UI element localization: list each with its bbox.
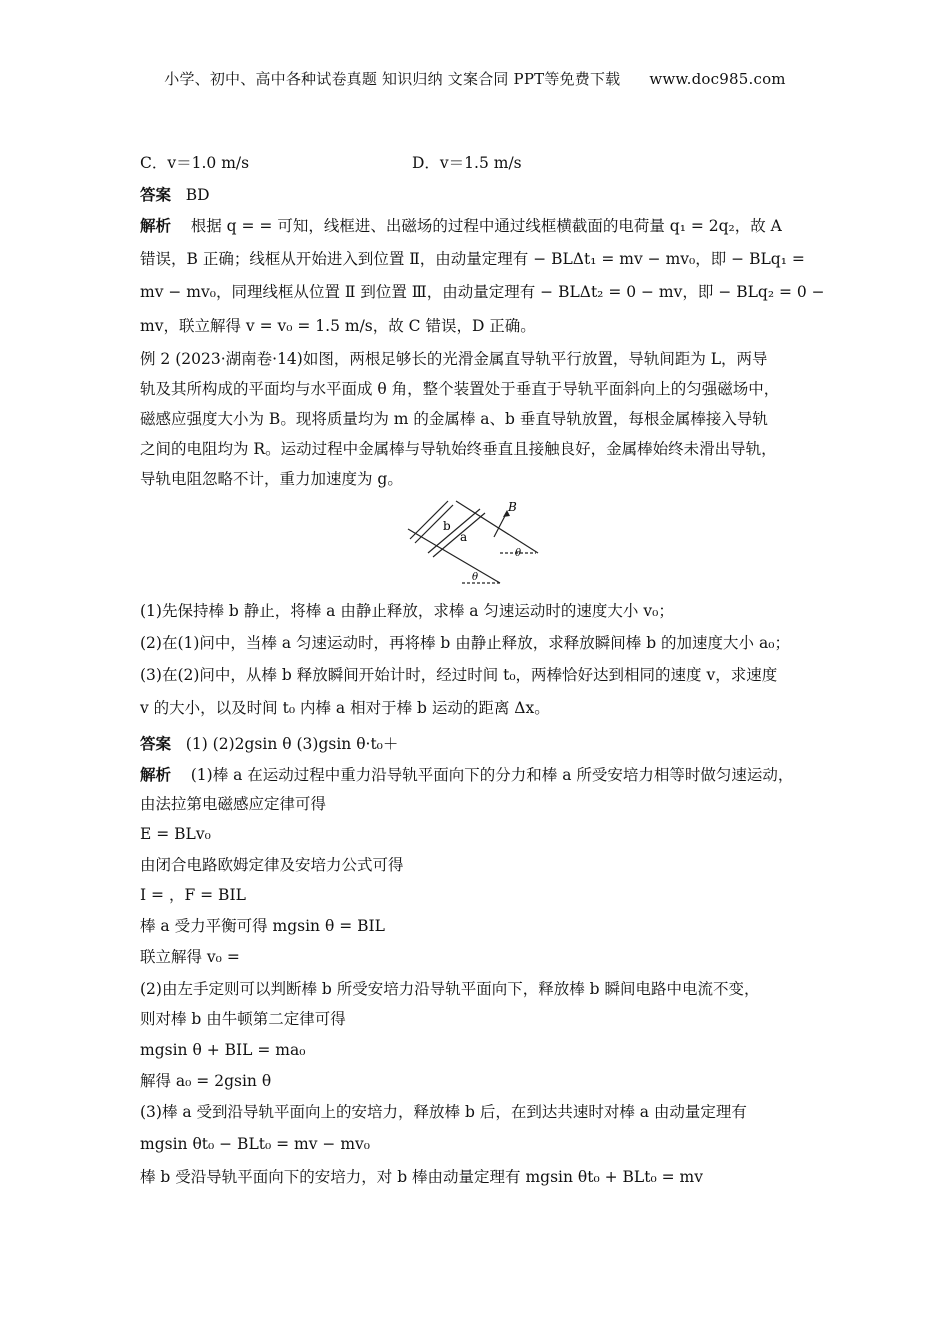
example-2-line-2: 磁感应强度大小为 B。现将质量均为 m 的金属棒 a、b 垂直导轨放置，每根金属棒接入导轨 xyxy=(140,410,768,428)
analysis-2-line-9: mgsin θ + BIL = ma₀ xyxy=(140,1041,306,1059)
option-c: C．v＝1.0 m/s xyxy=(140,154,250,172)
rail-lower xyxy=(408,529,500,583)
analysis-2-line-6: 联立解得 v₀ = xyxy=(140,948,240,966)
analysis-2-line-1: 由法拉第电磁感应定律可得 xyxy=(140,795,327,813)
analysis-1-line-3: mv，联立解得 v = v₀ = 1.5 m/s，故 C 错误，D 正确。 xyxy=(140,317,536,335)
analysis-label: 解析 xyxy=(140,765,172,784)
analysis-2-line-0: 解析 (1)棒 a 在运动过程中重力沿导轨平面向下的分力和棒 a 所受安培力相等时做匀速运动， xyxy=(140,765,794,784)
label-theta-2: θ xyxy=(472,572,479,583)
analysis-2-line-11: (3)棒 a 受到沿导轨平面向上的安培力，释放棒 b 后，在到达共速时对棒 a 由动量定理有 xyxy=(140,1103,747,1121)
example-2-line-4: 导轨电阻忽略不计，重力加速度为 g。 xyxy=(140,470,403,488)
example-2-line-3: 之间的电阻均为 R。运动过程中金属棒与导轨始终垂直且接触良好，金属棒始终未滑出导轨， xyxy=(140,440,777,458)
question-1: (1)先保持棒 b 静止，将棒 a 由静止释放，求棒 a 匀速运动时的速度大小 v₀； xyxy=(140,602,674,620)
label-rod-a: a xyxy=(460,530,468,544)
header-text: 小学、初中、高中各种试卷真题 知识归纳 文案合同 PPT等免费下载 xyxy=(164,70,621,88)
analysis-2-line-2: E = BLv₀ xyxy=(140,825,211,843)
answer-label: 答案 xyxy=(140,734,172,753)
analysis-2-line-7: (2)由左手定则可以判断棒 b 所受安培力沿导轨平面向下，释放棒 b 瞬间电路中电流不变， xyxy=(140,980,760,998)
question-2: (2)在(1)问中，当棒 a 匀速运动时，再将棒 b 由静止释放，求释放瞬间棒 b 的加速度大小 a₀； xyxy=(140,634,790,652)
analysis-label: 解析 xyxy=(140,216,172,235)
question-3: (3)在(2)问中，从棒 b 释放瞬间开始计时，经过时间 t₀，两棒恰好达到相同的速度 v，求速度 xyxy=(140,666,778,684)
rails-figure xyxy=(406,495,546,587)
analysis-2-line-3: 由闭合电路欧姆定律及安培力公式可得 xyxy=(140,856,404,874)
answer-label: 答案 xyxy=(140,185,172,204)
analysis-2-line-13: 棒 b 受沿导轨平面向下的安培力，对 b 棒由动量定理有 mgsin θt₀ + BLt₀ = mv xyxy=(140,1168,703,1186)
analysis-2-line-4: I = ，F = BIL xyxy=(140,886,246,904)
option-d: D．v＝1.5 m/s xyxy=(412,154,522,172)
answer-1 xyxy=(140,184,210,206)
analysis-2-line-10: 解得 a₀ = 2gsin θ xyxy=(140,1072,272,1090)
answer-2 xyxy=(140,733,398,755)
header-site: www.doc985.com xyxy=(649,70,786,88)
question-3-cont: v 的大小，以及时间 t₀ 内棒 a 相对于棒 b 运动的距离 Δx。 xyxy=(140,699,550,717)
label-b-field: B xyxy=(508,500,517,514)
example-2-line-0: 例 2 (2023·湖南卷·14)如图，两根足够长的光滑金属直导轨平行放置，导轨间距为 L，两导 xyxy=(140,350,768,368)
analysis-2-line-12: mgsin θt₀ − BLt₀ = mv − mv₀ xyxy=(140,1135,370,1153)
analysis-1-line-0: 解析 根据 q = = 可知，线框进、出磁场的过程中通过线框横截面的电荷量 q₁ = 2q₂，故 A xyxy=(140,216,782,235)
rod-a-edge-2 xyxy=(433,513,485,557)
label-rod-b: b xyxy=(443,519,451,533)
page-header xyxy=(0,68,950,89)
rod-a-edge-1 xyxy=(428,509,480,553)
analysis-1-line-1: 错误，B 正确；线框从开始进入到位置 Ⅱ，由动量定理有 − BLΔt₁ = mv − mv₀，即 − BLq₁ = xyxy=(140,250,805,268)
label-theta-1: θ xyxy=(515,548,522,559)
analysis-2-line-5: 棒 a 受力平衡可得 mgsin θ = BIL xyxy=(140,917,385,935)
answer-value: (1) (2)2gsin θ (3)gsin θ·t₀＋ xyxy=(185,735,399,753)
answer-value: BD xyxy=(185,186,210,204)
analysis-1-line-2: mv − mv₀，同理线框从位置 Ⅱ 到位置 Ⅲ，由动量定理有 − BLΔt₂ = 0 − mv，即 − BLq₂ = 0 − xyxy=(140,283,825,301)
example-2-line-1: 轨及其所构成的平面均与水平面成 θ 角，整个装置处于垂直于导轨平面斜向上的匀强磁场中， xyxy=(140,380,780,398)
analysis-2-line-8: 则对棒 b 由牛顿第二定律可得 xyxy=(140,1010,346,1028)
